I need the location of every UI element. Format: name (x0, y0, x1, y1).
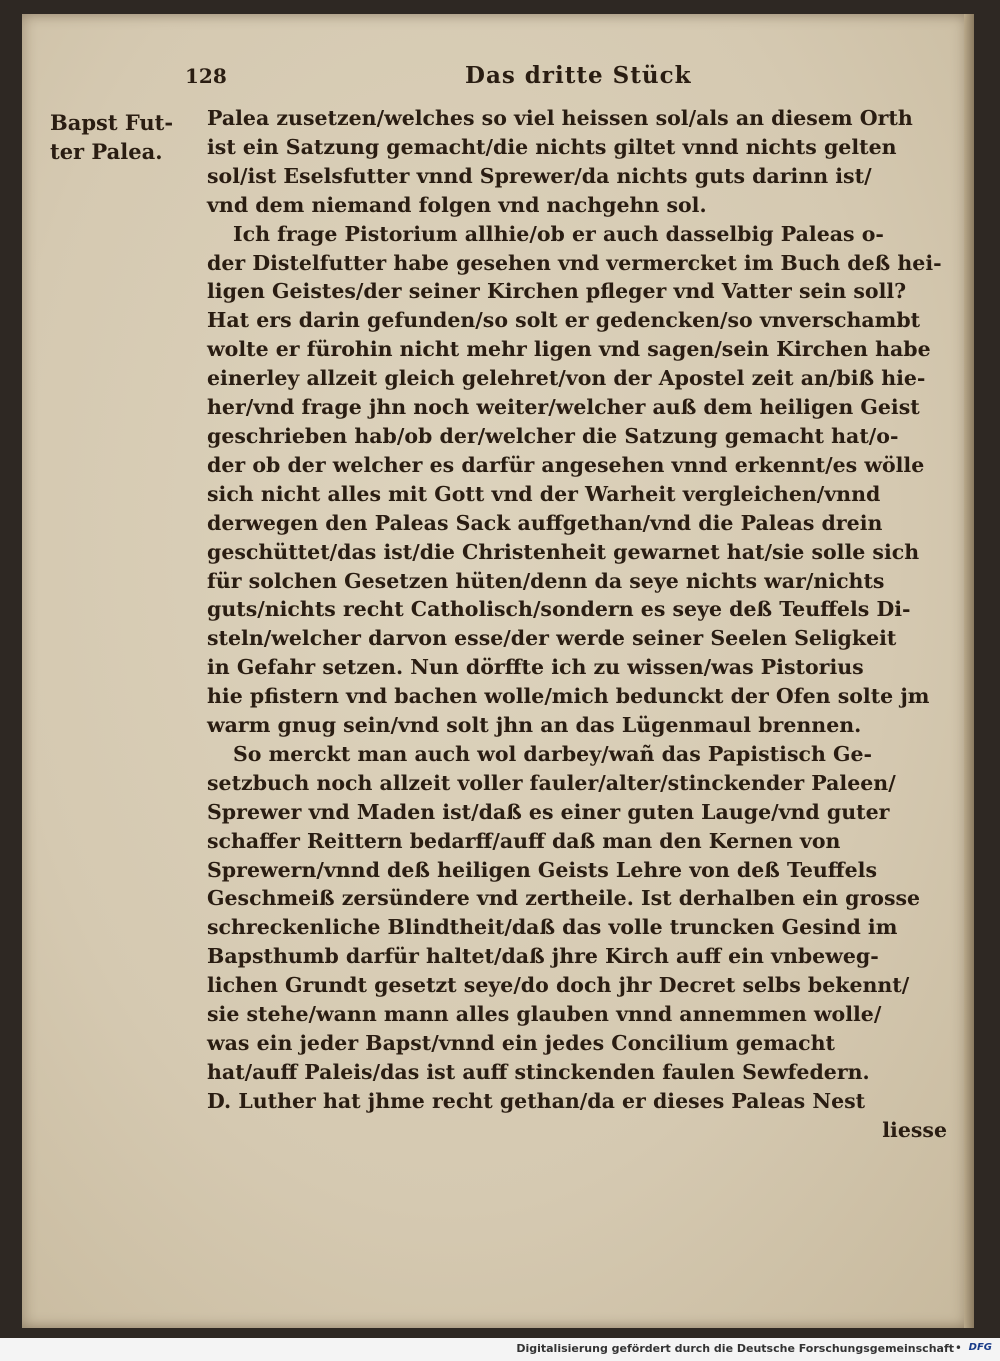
dfg-logo-icon: DFG (968, 1342, 992, 1353)
text-line: hat/auff Paleis/das ist auff stinckenden faulen Sewfedern. (207, 1059, 870, 1084)
text-line: ligen Geistes/der seiner Kirchen pfleger vnd Vatter sein soll? (207, 279, 907, 304)
text-line: her/vnd frage jhn noch weiter/welcher auß dem heiligen Geist (207, 395, 920, 420)
body-text (207, 104, 947, 1145)
footer-bullet: • (954, 1341, 962, 1355)
text-line: derwegen den Paleas Sack auffgethan/vnd die Paleas drein (207, 510, 883, 535)
digitization-credit: Digitalisierung gefördert durch die Deutsche Forschungsgemeinschaft (516, 1342, 954, 1355)
text-line: sol/ist Eselsfutter vnnd Sprewer/da nichts guts darinn ist/ (207, 163, 872, 188)
text-line: für solchen Gesetzen hüten/denn da seye nichts war/nichts (207, 568, 885, 593)
running-head: Das dritte Stück (465, 62, 692, 89)
page-gutter-shadow (964, 14, 974, 1328)
text-line: vnd dem niemand folgen vnd nachgehn sol. (207, 192, 707, 217)
text-line: warm gnug sein/vnd solt jhn an das Lügenmaul brennen. (207, 713, 862, 738)
text-line: schaffer Reittern bedarff/auff daß man den Kernen von (207, 828, 841, 853)
page-number: 128 (185, 64, 227, 88)
text-line: steln/welcher darvon esse/der werde seiner Seelen Seligkeit (207, 626, 897, 651)
text-line: sich nicht alles mit Gott vnd der Warheit vergleichen/vnnd (207, 481, 881, 506)
text-line: setzbuch noch allzeit voller fauler/alter/stinckender Paleen/ (207, 770, 896, 795)
text-line: Ich frage Pistorium allhie/ob er auch dasselbig Paleas o- (233, 221, 884, 246)
marginal-note (50, 108, 190, 166)
catchword: liesse (882, 1117, 947, 1142)
text-line: Geschmeiß zersündere vnd zertheile. Ist derhalben ein grosse (207, 886, 921, 911)
text-line: was ein jeder Bapst/vnnd ein jedes Concilium gemacht (207, 1031, 835, 1055)
text-line: sie stehe/wann mann alles glauben vnnd annemmen wolle/ (207, 1002, 882, 1027)
footer-bar (0, 1338, 1000, 1361)
text-line: hie pfistern vnd bachen wolle/mich bedunckt der Ofen solte jm (207, 684, 930, 709)
page-header (185, 60, 925, 96)
text-line: wolte er fürohin nicht mehr ligen vnd sagen/sein Kirchen habe (207, 337, 931, 362)
marginal-note-line: ter Palea. (50, 139, 163, 164)
text-line: ist ein Satzung gemacht/die nichts giltet vnnd nichts gelten (207, 134, 897, 159)
text-line: der Distelfutter habe gesehen vnd vermercket im Buch deß hei- (207, 250, 942, 275)
text-line: einerley allzeit gleich gelehret/von der Apostel zeit an/biß hie- (207, 366, 926, 391)
text-line: Sprewer vnd Maden ist/daß es einer guten Lauge/vnd guter (207, 799, 890, 824)
text-line: Sprewern/vnnd deß heiligen Geists Lehre von deß Teuffels (207, 857, 878, 882)
text-line: Hat ers darin gefunden/so solt er gedencken/so vnverschambt (207, 308, 921, 333)
text-line: D. Luther hat jhme recht gethan/da er dieses Paleas Nest (207, 1088, 866, 1113)
text-line: der ob der welcher es darfür angesehen vnnd erkennt/es wölle (207, 452, 925, 477)
text-line: guts/nichts recht Catholisch/sondern es seye deß Teuffels Di- (207, 597, 911, 622)
text-line: geschüttet/das ist/die Christenheit gewarnet hat/sie solle sich (207, 539, 920, 564)
text-line: geschrieben hab/ob der/welcher die Satzung gemacht hat/o- (207, 423, 899, 448)
text-line: schreckenliche Blindtheit/daß das volle truncken Gesind im (207, 915, 898, 940)
text-line: lichen Grundt gesetzt seye/do doch jhr Decret selbs bekennt/ (207, 973, 910, 998)
text-line: So merckt man auch wol darbey/wañ das Papistisch Ge- (233, 741, 873, 766)
marginal-note-line: Bapst Fut- (50, 110, 174, 135)
text-line: Palea zusetzen/welches so viel heissen sol/als an diesem Orth (207, 106, 913, 130)
text-line: in Gefahr setzen. Nun dörffte ich zu wissen/was Pistorius (207, 655, 864, 680)
text-line: Bapsthumb darfür haltet/daß jhre Kirch auff ein vnbeweg- (207, 944, 879, 969)
